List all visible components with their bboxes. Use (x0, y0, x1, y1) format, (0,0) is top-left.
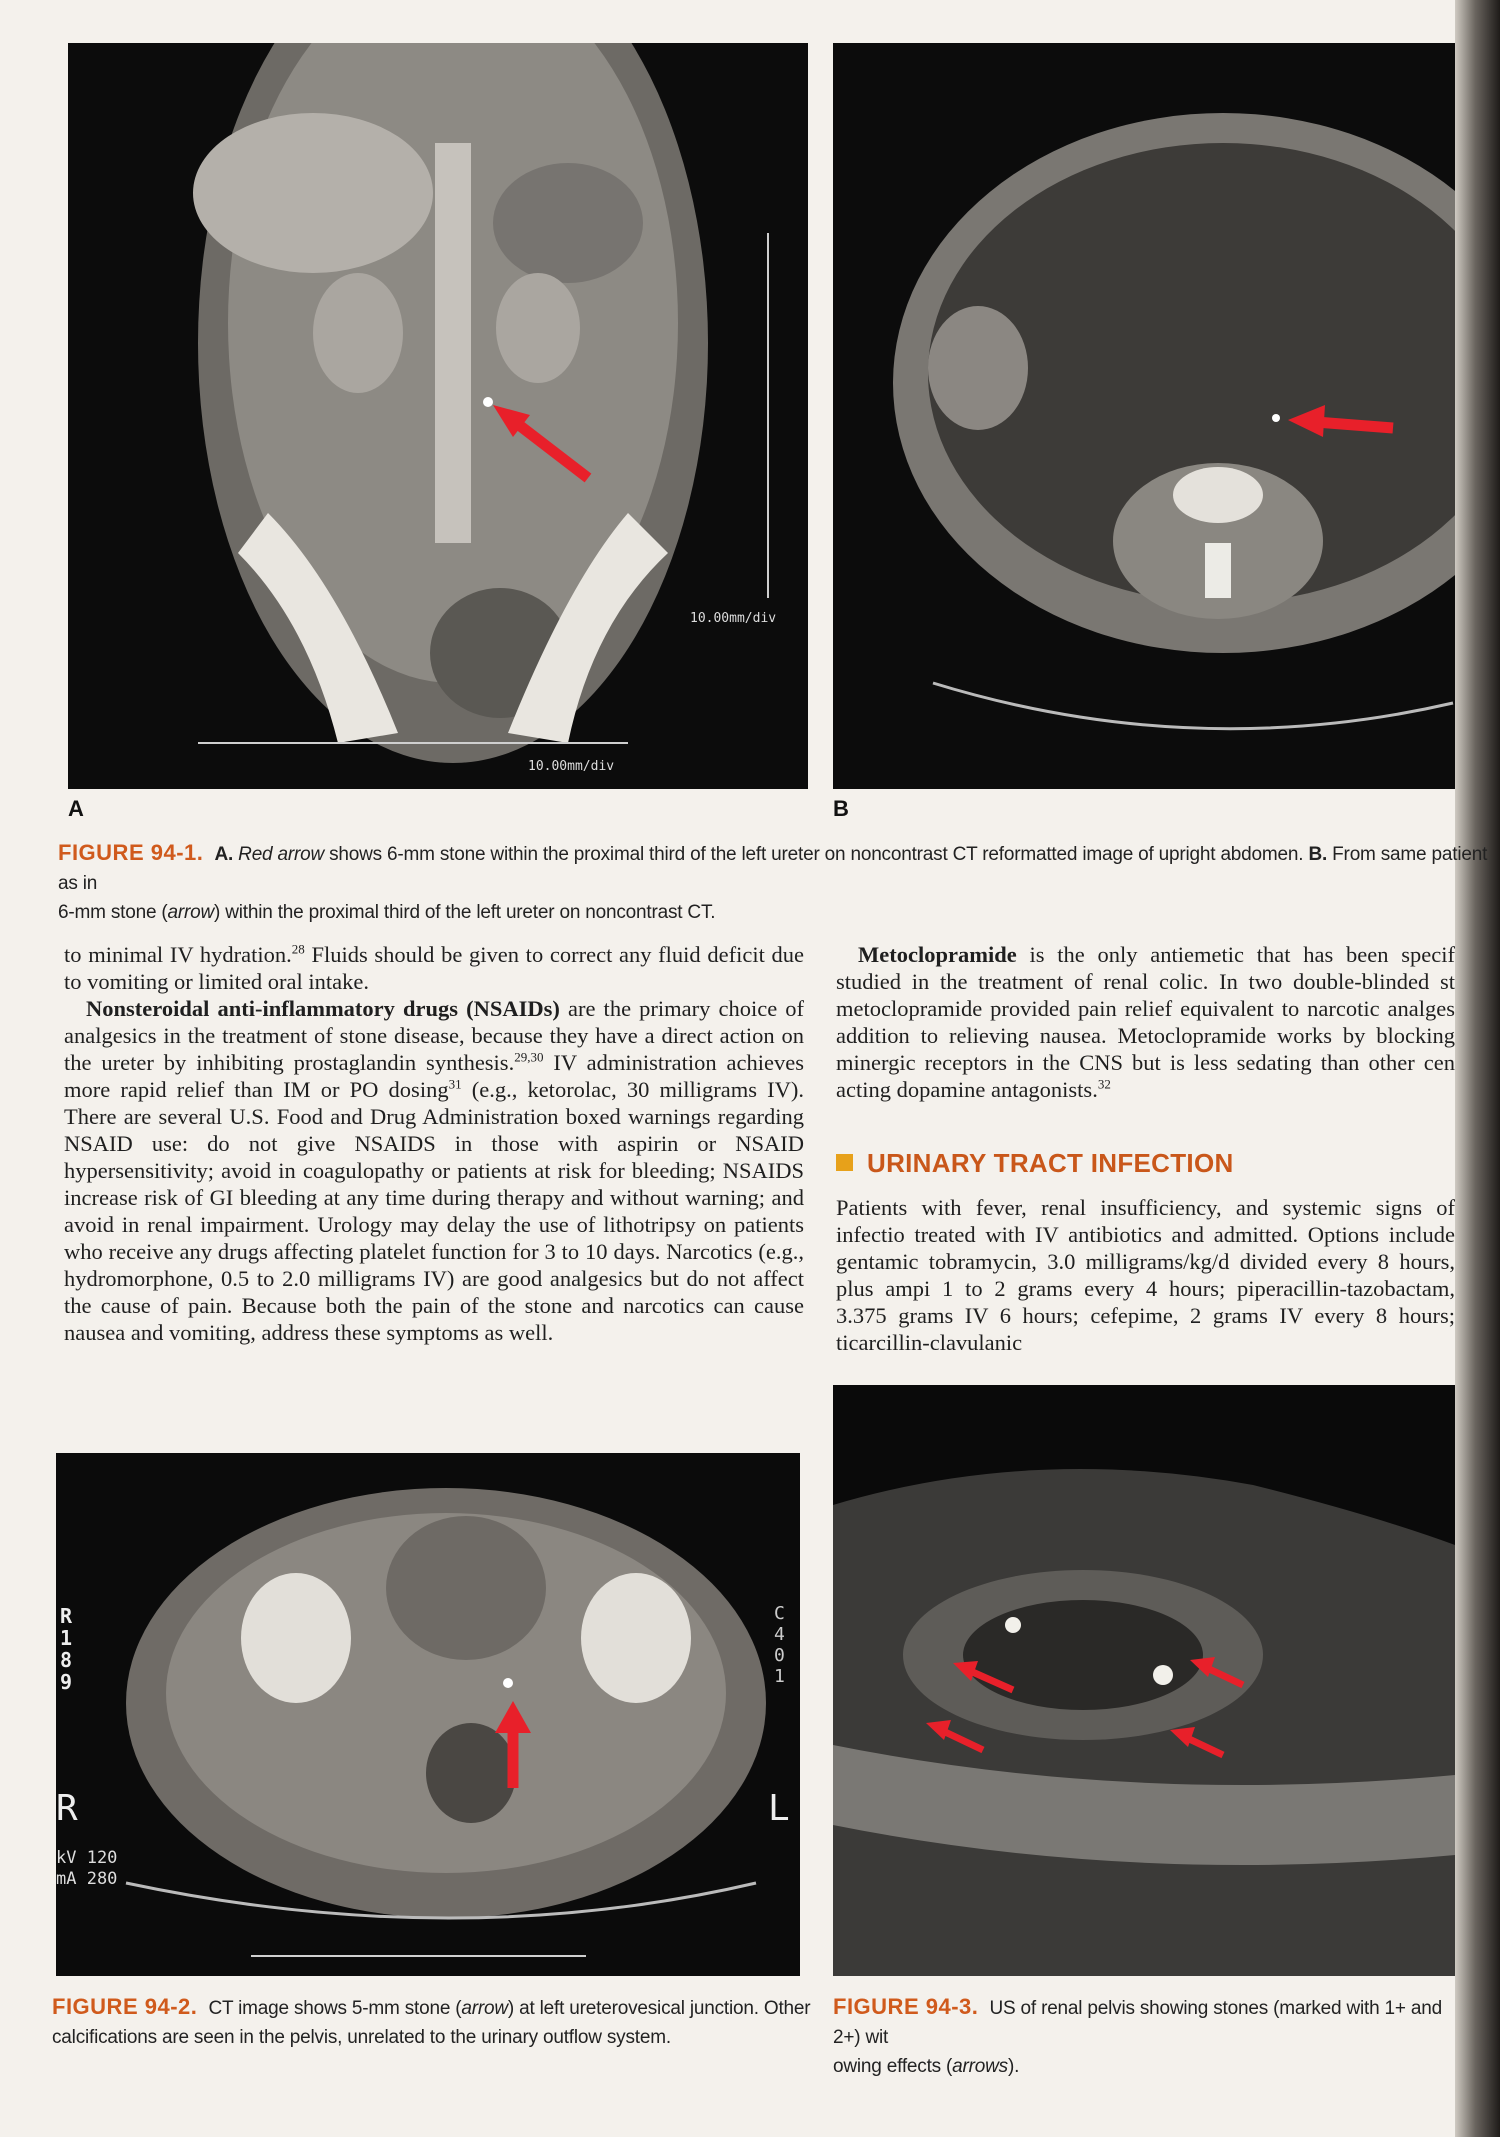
figure-94-2-caption: FIGURE 94-2. CT image shows 5-mm stone (arrow) at left ureterovesical junction. Other calcifications are seen in the pelvis, unrelated to the urinary outflow system. (52, 1994, 811, 2048)
caption-a-em: Red arrow (238, 844, 325, 865)
figure-94-1a-ct-coronal (68, 43, 808, 789)
caption-b-text-1: From same patient as in (58, 844, 1488, 894)
scale-label-horizontal: 10.00mm/div (528, 759, 615, 774)
left-column-text (64, 941, 804, 1346)
figure-number: FIGURE 94-3. (833, 1994, 979, 2019)
uti-paragraph: Patients with fever, renal insufficiency, and systemic signs of infectio treated with IV antibiotics and admitted. Options include gentamic tobramycin, 3.0 milligrams/kg/d divided every 8 hours, plus ampi 1 to 2 grams every 4 hours; piperacillin-tazobactam, 3.375 grams IV 6 hours; cefepime, 2 grams IV every 8 hours; ticarcillin-clavulanic (836, 1195, 1455, 1355)
figure-number: FIGURE 94-2. (52, 1994, 198, 2019)
right-column-text (836, 941, 1455, 1103)
paragraph-metoclopramide: Metoclopramide is the only antiemetic that has been specif studied in the treatment of renal colic. In two double-blinded st metoclopramide provided pain relief equivalent to narcotic analges addition to relieving nausea. Metoclopramide works by blocking minergic receptors in the CNS but is less sedating than other cen acting dopamine antagonists.$^{32}$ (836, 942, 1455, 1102)
paragraph-hydration: to minimal IV hydration.$^{28}$ Fluids should be given to correct any fluid deficit due to vomiting or limited oral intake. (64, 941, 805, 994)
caption-b-em: arrow (167, 902, 215, 923)
figure-94-2-ct-pelvis (56, 1453, 800, 1976)
overlay-series-numbers: R 1 8 9 (60, 1604, 73, 1694)
paragraph-nsaids: Nonsteroidal anti-inflammatory drugs (NSAIDs) are the primary choice of analgesics in the treatment of stone disease, because they have a direct action on the ureter by inhibiting prostaglandin synthesis.$^{29,30}$ IV administration achieves more rapid relief than IM or PO dosing$^{31}$ (e.g., ketorolac, 30 milligrams IV). There are several U.S. Food and Drug Administration boxed warnings regarding NSAID use: do not give NSAIDS in those with aspirin or NSAID hypersensitivity; avoid in coagulopathy or patients at risk for bleeding; NSAIDS increase risk of GI bleeding at any time during therapy and without warning; and avoid in renal impairment. Urology may delay the use of lithotripsy on patients who receive any drugs affecting platelet function for 3 to 10 days. Narcotics (e.g., hydromorphone, 0.5 to 2.0 milligrams IV) are good analgesics but do not affect the cause of pain. Because both the pain of the stone and narcotics can cause nausea and vomiting, address these symptoms as well. (64, 996, 805, 1345)
figure-94-1-caption (58, 838, 1498, 927)
overlay-side-l: L (768, 1788, 790, 1829)
section-square-icon (836, 1154, 853, 1171)
caption-a-tag: A. (214, 844, 234, 865)
overlay-side-r: R (56, 1788, 78, 1829)
overlay-ma: mA 280 (56, 1869, 118, 1889)
scale-label-vertical: 10.00mm/div (690, 611, 777, 626)
caption-b-text-2: 6-mm stone ( (58, 902, 168, 923)
overlay-kv: kV 120 (56, 1848, 118, 1868)
caption-b-tag: B. (1308, 844, 1328, 865)
section-heading-uti: URINARY TRACT INFECTION (836, 1148, 1234, 1179)
caption-b-text-3: ) within the proximal third of the left ureter on noncontrast CT. (214, 902, 716, 923)
panel-label-b: B (833, 796, 849, 821)
figure-number: FIGURE 94-1. (58, 840, 204, 865)
figure-94-3-caption: FIGURE 94-3. US of renal pelvis showing stones (marked with 1+ and 2+) wit owing effects (arrows). (833, 1994, 1442, 2077)
figure-94-3-ultrasound (833, 1385, 1455, 1976)
panel-label-a: A (68, 796, 84, 821)
page-gutter-shadow (1455, 0, 1500, 2137)
caption-a-text: shows 6-mm stone within the proximal third of the left ureter on noncontrast CT reformatted image of upright abdomen. (329, 844, 1304, 865)
overlay-right-digits: C 4 0 1 (774, 1603, 785, 1687)
figure-94-1b-ct-axial (833, 43, 1455, 789)
